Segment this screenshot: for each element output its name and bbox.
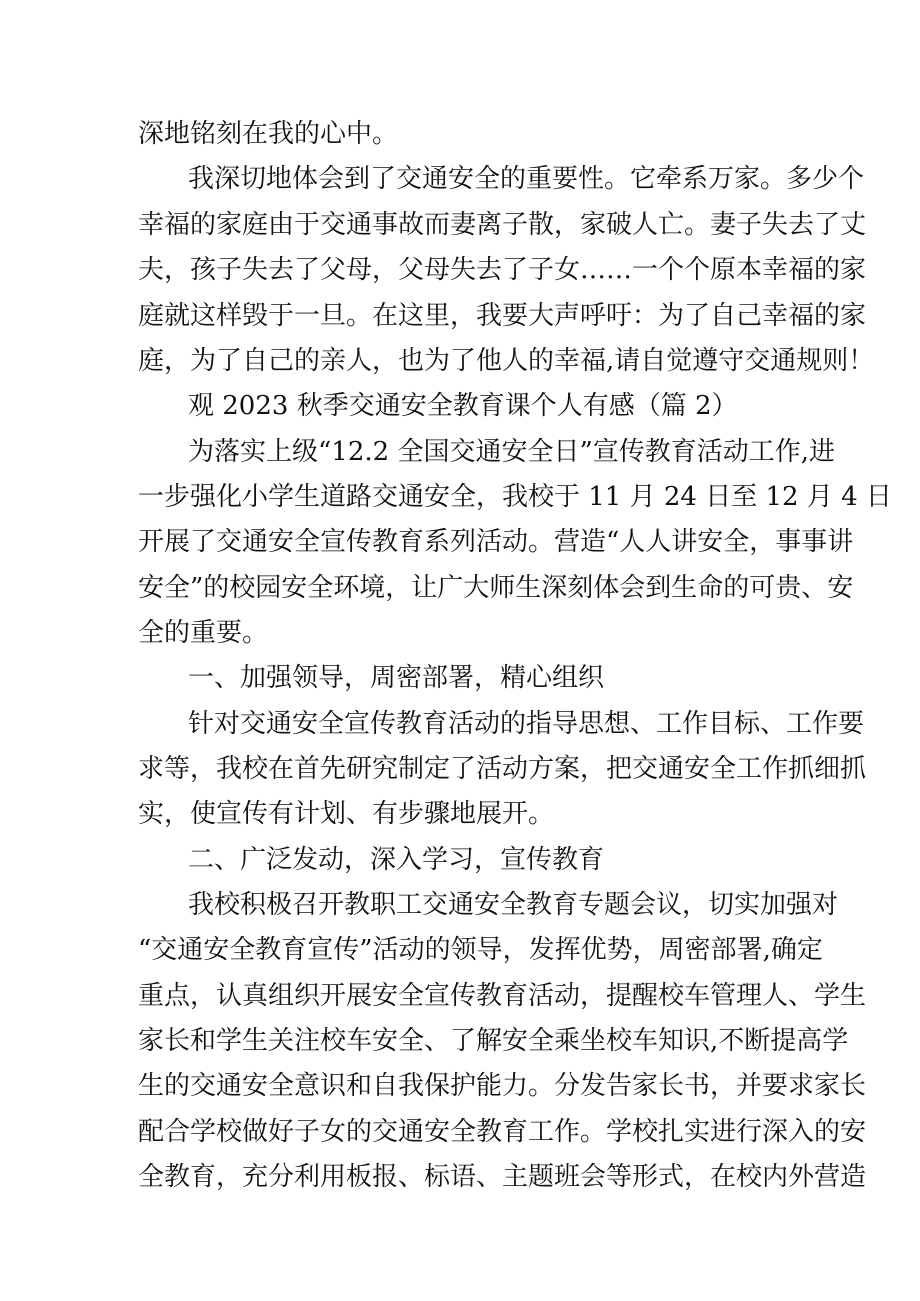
text-line-21: 家长和学生关注校车安全、了解安全乘坐校车知识,不断提高学 — [138, 1026, 849, 1056]
text-line-5: 庭就这样毁于一旦。在这里，我要大声呼吁：为了自己幸福的家 — [138, 301, 867, 331]
text-line-3: 幸福的家庭由于交通事故而妻离子散，家破人亡。妻子失去了丈 — [138, 210, 867, 240]
text-line-12: 全的重要。 — [138, 618, 269, 648]
text-line-23: 配合学校做好子女的交通安全教育工作。学校扎实进行深入的安 — [138, 1117, 867, 1147]
text-line-2: 我深切地体会到了交通安全的重要性。它牵系万家。多少个 — [188, 164, 865, 194]
text-line-6: 庭，为了自己的亲人，也为了他人的幸福,请自觉遵守交通规则！ — [138, 346, 875, 376]
text-line-8: 为落实上级“12.2 全国交通安全日”宣传教育活动工作,进 — [188, 437, 836, 467]
text-line-9: 一步强化小学生道路交通安全，我校于 11 月 24 日至 12 月 4 日 — [138, 482, 892, 512]
text-line-19: “交通安全教育宣传”活动的领导，发挥优势，周密部署,确定 — [138, 935, 823, 965]
text-line-1: 深地铭刻在我的心中。 — [138, 119, 399, 149]
text-line-15: 求等，我校在首先研究制定了活动方案，把交通安全工作抓细抓 — [138, 754, 867, 784]
text-line-20: 重点，认真组织开展安全宣传教育活动，提醒校车管理人、学生 — [138, 981, 867, 1011]
text-line-14: 针对交通安全宣传教育活动的指导思想、工作目标、工作要 — [188, 709, 865, 739]
subheading-2: 二、广泛发动，深入学习，宣传教育 — [188, 845, 605, 875]
subheading-1: 一、加强领导，周密部署，精心组织 — [188, 663, 605, 693]
section-heading-part-2: 观 2023 秋季交通安全教育课个人有感（篇 2） — [188, 391, 738, 421]
text-line-10: 开展了交通安全宣传教育系列活动。营造“人人讲安全，事事讲 — [138, 527, 854, 557]
text-line-22: 生的交通安全意识和自我保护能力。分发告家长书，并要求家长 — [138, 1071, 867, 1101]
text-line-11: 安全”的校园安全环境，让广大师生深刻体会到生命的可贵、安 — [138, 573, 854, 603]
text-line-16: 实，使宣传有计划、有步骤地展开。 — [138, 799, 555, 829]
text-line-18: 我校积极召开教职工交通安全教育专题会议，切实加强对 — [188, 890, 839, 920]
text-line-24: 全教育，充分利用板报、标语、主题班会等形式，在校内外营造 — [138, 1162, 867, 1192]
text-line-4: 夫，孩子失去了父母，父母失去了子女……一个个原本幸福的家 — [138, 255, 867, 285]
